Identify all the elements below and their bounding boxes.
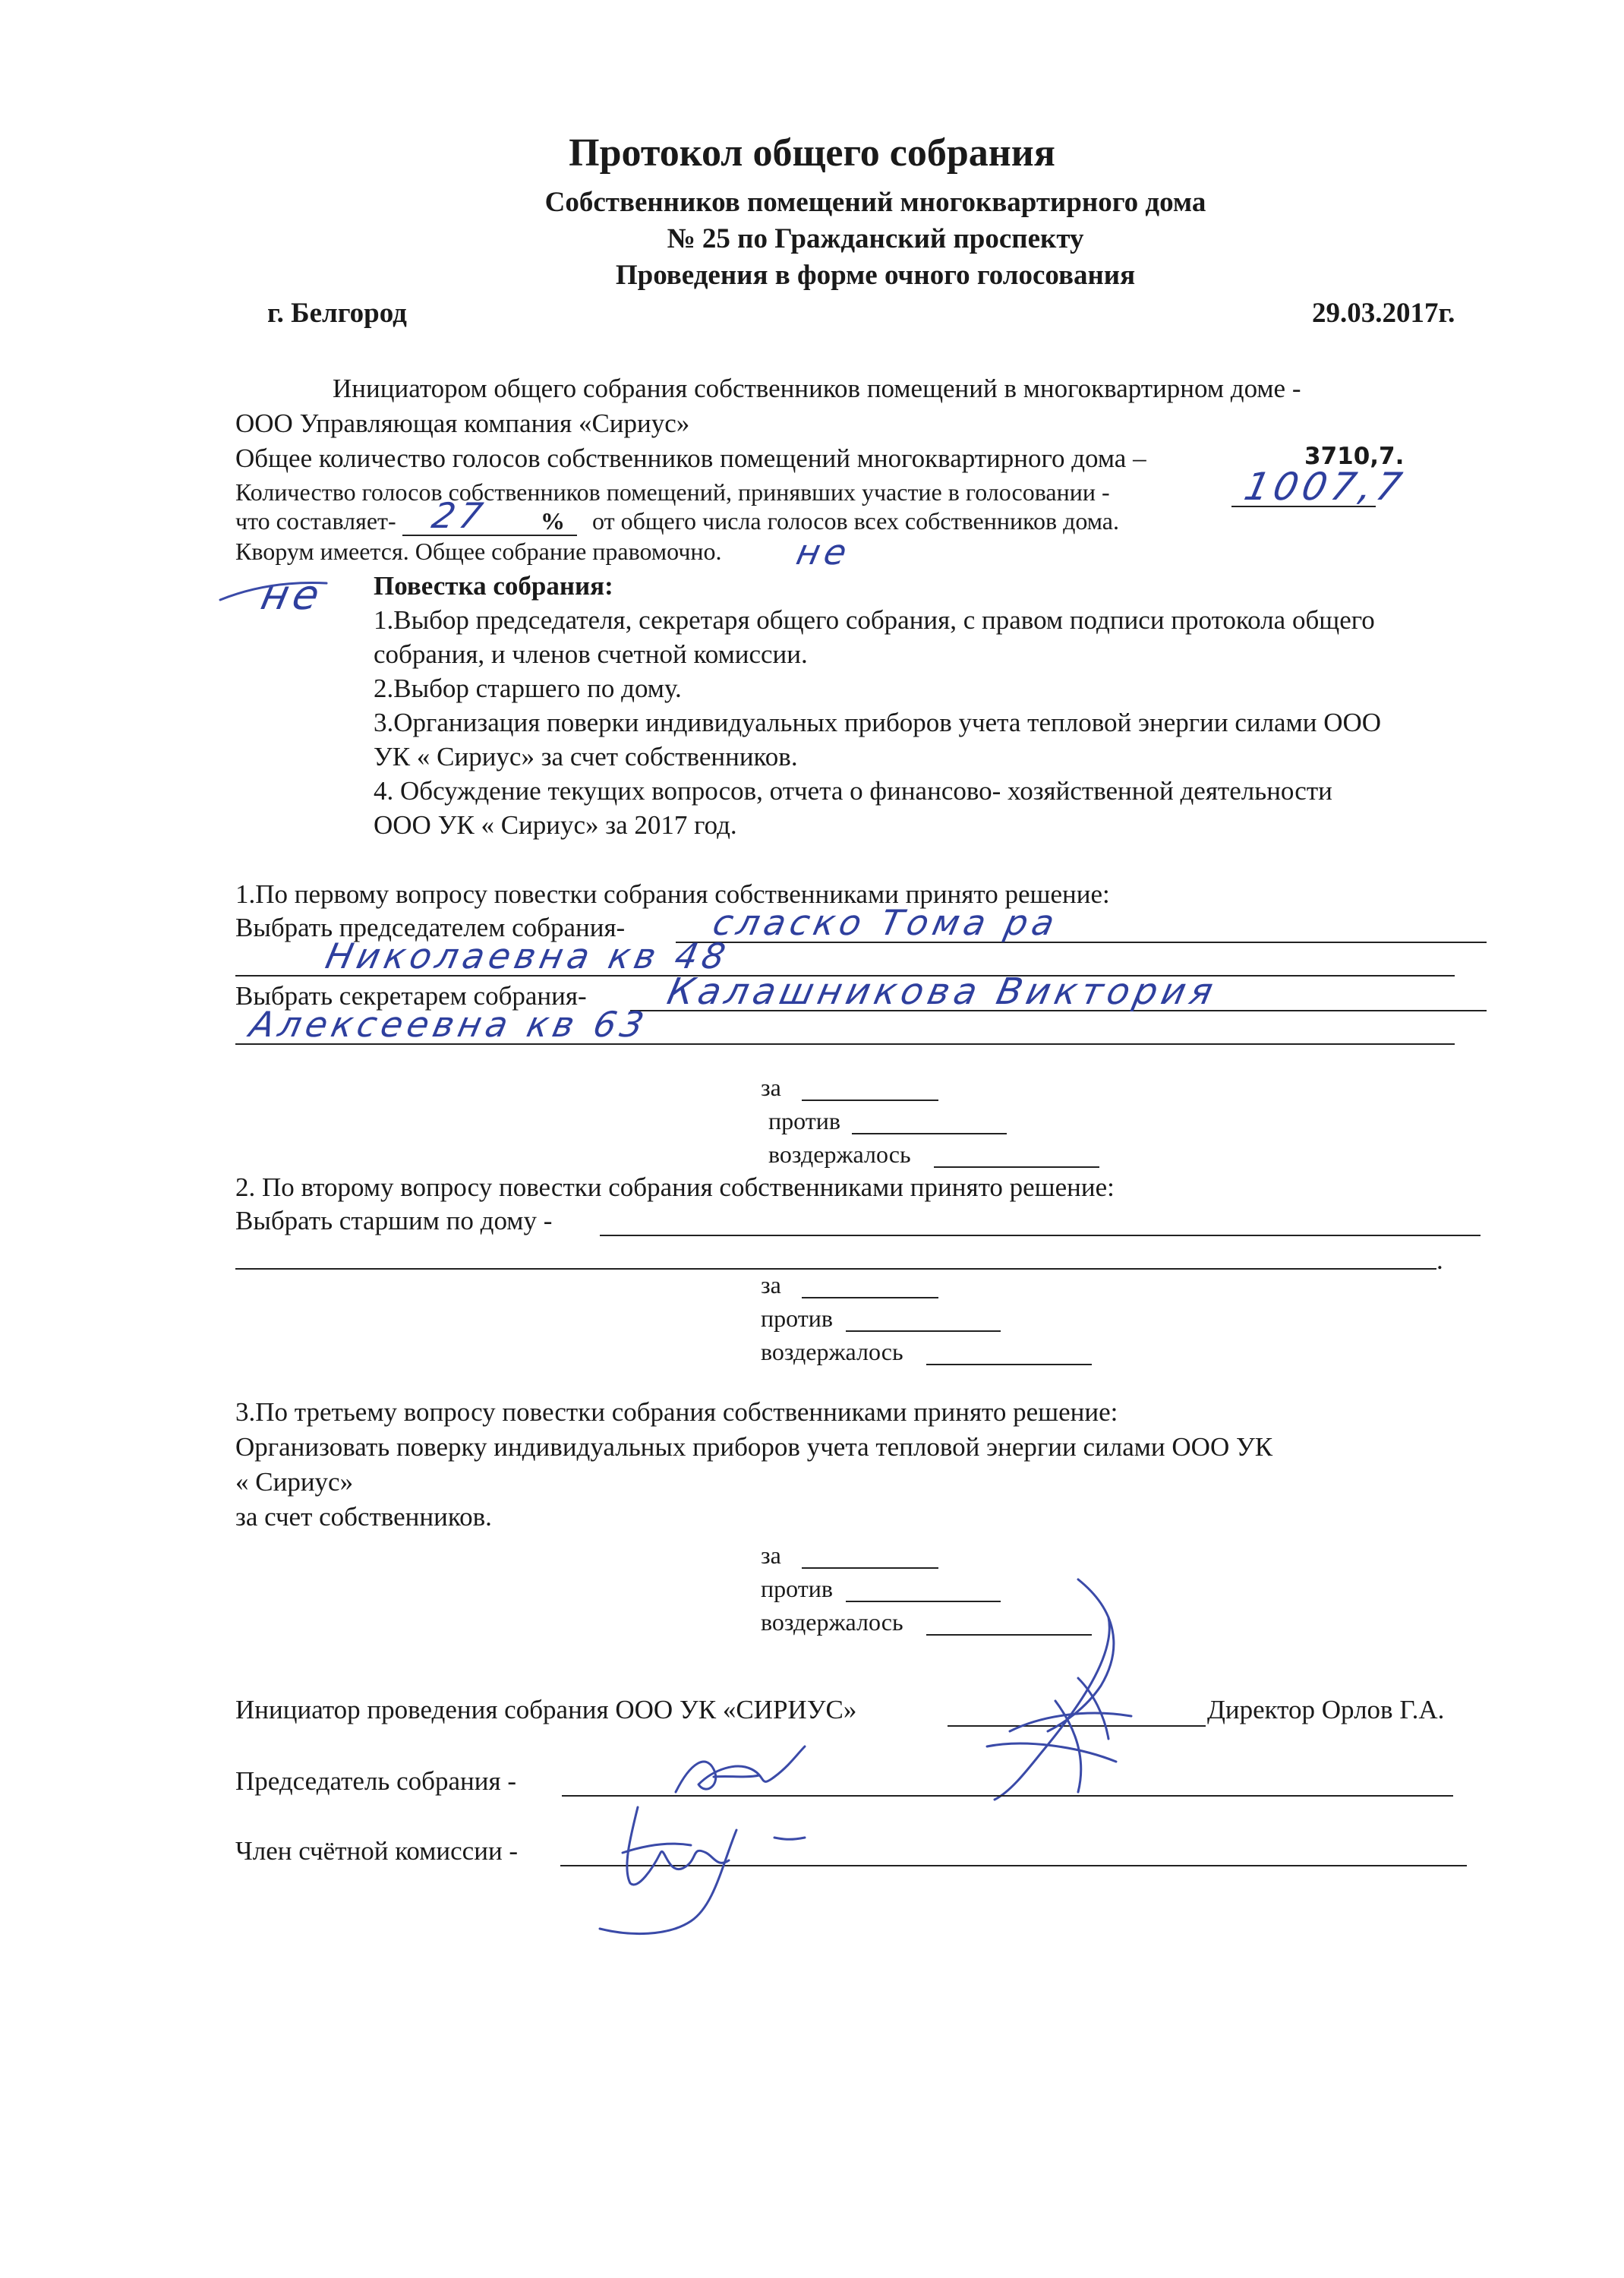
percent-suffix: от общего числа голосов всех собственников дома. bbox=[592, 507, 1119, 535]
city: г. Белгород bbox=[267, 298, 407, 329]
initiator-director: Директор Орлов Г.А. bbox=[1207, 1695, 1445, 1724]
agenda-item-4: 4. Обсуждение текущих вопросов, отчета о финансово- хозяйственной деятельности bbox=[374, 776, 1332, 806]
q1-vote-against-label: против bbox=[768, 1107, 840, 1134]
q2-vote-abstain-line bbox=[926, 1364, 1092, 1365]
participated-label: Количество голосов собственников помещений, принявших участие в голосовании - bbox=[235, 478, 1110, 506]
q2-label: Выбрать старшим по дому - bbox=[235, 1206, 553, 1235]
q3-vote-abstain-label: воздержалось bbox=[761, 1608, 903, 1636]
initiator-line-2: ООО Управляющая компания «Сириус» bbox=[235, 409, 690, 438]
initiator-line-1: Инициатором общего собрания собственников помещений в многоквартирном доме - bbox=[333, 374, 1301, 403]
q2-vote-against-label: против bbox=[761, 1305, 833, 1332]
agenda-item-1-cont: собрания, и членов счетной комиссии. bbox=[374, 639, 808, 669]
participated-value-handwritten: 1007,7 bbox=[1240, 465, 1411, 509]
q2-heading: 2. По второму вопросу повестки собрания собственниками принято решение: bbox=[235, 1172, 1115, 1202]
q1-vote-abstain-label: воздержалось bbox=[768, 1141, 911, 1168]
margin-mark-handwritten: не bbox=[257, 571, 329, 619]
agenda-item-4-cont: ООО УК « Сириус» за 2017 год. bbox=[374, 810, 737, 840]
q1-chair-label: Выбрать председателем собрания- bbox=[235, 913, 626, 942]
document-title: Протокол общего собрания bbox=[569, 131, 1055, 175]
agenda-item-3: 3.Организация поверки индивидуальных приборов учета тепловой энергии силами ООО bbox=[374, 708, 1382, 737]
q1-vote-against-line bbox=[852, 1133, 1007, 1134]
percent-sign: % bbox=[541, 507, 565, 535]
q1-heading: 1.По первому вопросу повестки собрания собственниками принято решение: bbox=[235, 879, 1110, 909]
q1-secretary-handwritten-1: Калашникова Виктория bbox=[664, 970, 1222, 1013]
q1-vote-for-label: за bbox=[761, 1074, 781, 1101]
header-line-form: Проведения в форме очного голосования bbox=[615, 260, 1136, 291]
agenda-item-3-cont: УК « Сириус» за счет собственников. bbox=[374, 742, 798, 771]
quorum-mark-handwritten: не bbox=[793, 532, 856, 573]
q2-line bbox=[600, 1235, 1481, 1236]
q3-line-3: за счет собственников. bbox=[235, 1502, 492, 1532]
agenda-title: Повестка собрания: bbox=[374, 571, 613, 601]
quorum-statement: Кворум имеется. Общее собрание правомочно. bbox=[235, 538, 722, 565]
agenda-item-1: 1.Выбор председателя, секретаря общего собрания, с правом подписи протокола общего bbox=[374, 605, 1375, 635]
chair-signature-label: Председатель собрания - bbox=[235, 1766, 516, 1796]
initiator-signature-label: Инициатор проведения собрания ООО УК «СИРИУС» bbox=[235, 1695, 857, 1724]
q3-vote-for-line bbox=[802, 1567, 938, 1569]
total-votes-label: Общее количество голосов собственников помещений многоквартирного дома – bbox=[235, 443, 1146, 473]
q2-end-mark: . bbox=[1436, 1245, 1443, 1275]
q1-vote-abstain-line bbox=[934, 1166, 1099, 1168]
q1-vote-for-line bbox=[802, 1100, 938, 1101]
header-line-owners: Собственников помещений многоквартирного дома bbox=[544, 187, 1206, 218]
q2-line-2 bbox=[235, 1268, 1436, 1270]
q1-chair-handwritten-2: Николаевна кв 48 bbox=[322, 935, 734, 977]
q1-secretary-label: Выбрать секретарем собрания- bbox=[235, 981, 587, 1011]
header-line-address: № 25 по Гражданский проспекту bbox=[667, 223, 1084, 254]
percent-value-handwritten: 27 bbox=[428, 495, 491, 536]
q2-vote-abstain-label: воздержалось bbox=[761, 1338, 903, 1365]
document-date: 29.03.2017г. bbox=[1312, 298, 1455, 329]
q3-heading: 3.По третьему вопросу повестки собрания собственниками принято решение: bbox=[235, 1397, 1118, 1427]
commission-signature-icon bbox=[577, 1792, 820, 1944]
q1-chair-handwritten-1: сласко Тома ра bbox=[709, 902, 1063, 943]
total-votes-value: 3710,7. bbox=[1304, 443, 1405, 470]
q3-vote-against-label: против bbox=[761, 1575, 833, 1602]
q1-secretary-handwritten-2: Алексеевна кв 63 bbox=[246, 1004, 652, 1045]
percent-label: что составляет- bbox=[235, 507, 396, 535]
q3-vote-for-label: за bbox=[761, 1541, 781, 1569]
q3-line-2: « Сириус» bbox=[235, 1467, 354, 1497]
agenda-item-2: 2.Выбор старшего по дому. bbox=[374, 674, 682, 703]
director-signature-icon bbox=[964, 1564, 1192, 1807]
q2-vote-against-line bbox=[846, 1330, 1001, 1332]
q2-vote-for-label: за bbox=[761, 1271, 781, 1298]
margin-mark-stroke-icon bbox=[213, 577, 364, 623]
q2-vote-for-line bbox=[802, 1297, 938, 1298]
commission-signature-label: Член счётной комиссии - bbox=[235, 1836, 519, 1866]
q3-line-1: Организовать поверку индивидуальных приборов учета тепловой энергии силами ООО УК bbox=[235, 1432, 1273, 1462]
